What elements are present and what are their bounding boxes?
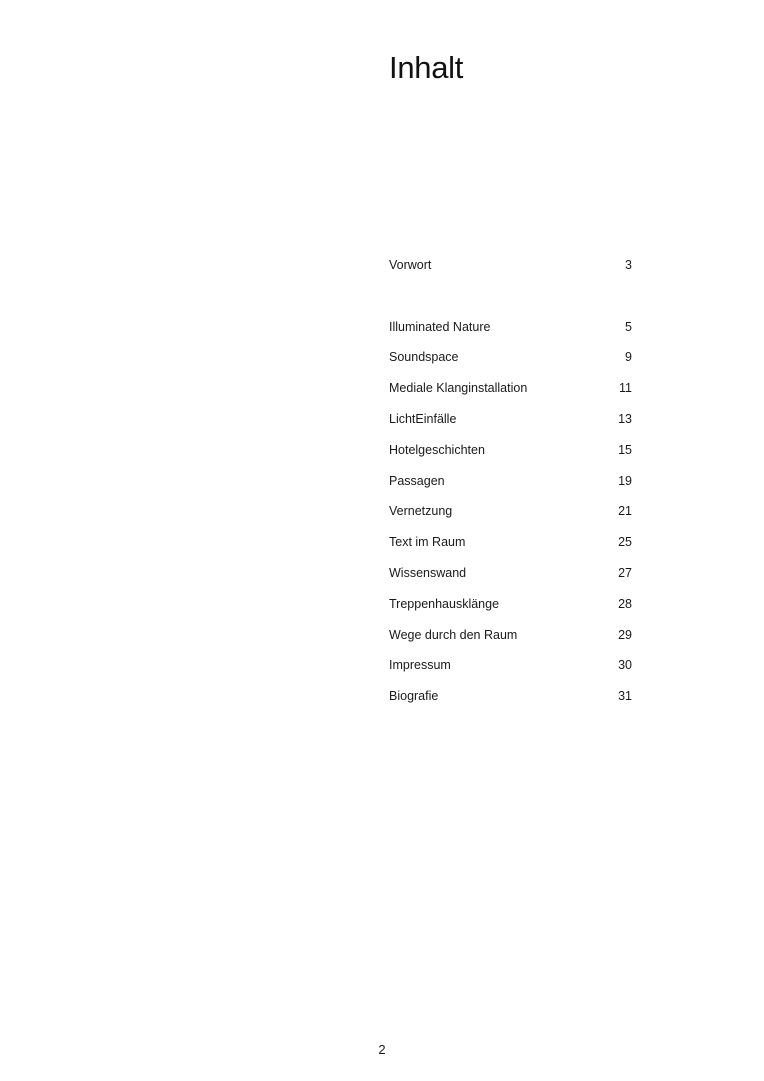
toc-entry-page: 19 bbox=[618, 473, 632, 488]
toc-entry-page: 9 bbox=[625, 350, 632, 365]
toc-entry-vorwort[interactable] bbox=[389, 255, 632, 275]
toc-entry-text-im-raum[interactable] bbox=[389, 532, 632, 552]
toc-entry-title: Illuminated Nature bbox=[389, 319, 491, 334]
toc-entry-page: 31 bbox=[618, 689, 632, 704]
toc-entry-page: 21 bbox=[618, 504, 632, 519]
toc-entry-title: Text im Raum bbox=[389, 535, 466, 550]
toc-entry-mediale-klanginstallation[interactable] bbox=[389, 378, 632, 398]
toc-entry-page: 28 bbox=[618, 596, 632, 611]
toc-entry-title: Soundspace bbox=[389, 350, 459, 365]
toc-entry-page: 3 bbox=[625, 258, 632, 272]
toc-entry-treppenhausklaenge[interactable] bbox=[389, 594, 632, 614]
toc-entry-page: 30 bbox=[618, 658, 632, 673]
toc-entry-title: Impressum bbox=[389, 658, 451, 673]
toc-entry-wege-durch-den-raum[interactable] bbox=[389, 625, 632, 645]
toc-entry-title: Mediale Klanginstallation bbox=[389, 381, 528, 396]
toc-entry-title: Biografie bbox=[389, 689, 439, 704]
toc-entry-page: 29 bbox=[618, 627, 632, 642]
toc-entry-title: Vernetzung bbox=[389, 504, 453, 519]
toc-entry-vernetzung[interactable] bbox=[389, 501, 632, 521]
toc-entry-hotelgeschichten[interactable] bbox=[389, 440, 632, 460]
toc-entry-title: Hotelgeschichten bbox=[389, 442, 485, 457]
page-number: 2 bbox=[378, 1042, 386, 1057]
toc-entry-soundspace[interactable] bbox=[389, 347, 632, 367]
toc-entry-biografie[interactable] bbox=[389, 686, 632, 706]
toc-entry-title: Vorwort bbox=[389, 258, 432, 272]
toc-entry-impressum[interactable] bbox=[389, 655, 632, 675]
page-title: Inhalt bbox=[389, 50, 464, 85]
toc-entry-wissenswand[interactable] bbox=[389, 563, 632, 583]
toc-entry-title: Wissenswand bbox=[389, 566, 467, 581]
table-of-contents bbox=[389, 255, 632, 706]
toc-entry-lichteinfaelle[interactable] bbox=[389, 409, 632, 429]
toc-entry-title: Passagen bbox=[389, 473, 445, 488]
toc-entry-title: Treppenhausklänge bbox=[389, 596, 500, 611]
toc-entry-page: 25 bbox=[618, 535, 632, 550]
toc-entry-title: Wege durch den Raum bbox=[389, 627, 518, 642]
toc-entry-page: 11 bbox=[619, 381, 632, 396]
toc-entry-page: 5 bbox=[625, 319, 632, 334]
toc-entry-title: LichtEinfälle bbox=[389, 412, 457, 427]
toc-entry-illuminated-nature[interactable] bbox=[389, 317, 632, 337]
toc-entry-passagen[interactable] bbox=[389, 471, 632, 491]
toc-entry-page: 15 bbox=[618, 442, 632, 457]
toc-entry-page: 27 bbox=[618, 566, 632, 581]
toc-entry-page: 13 bbox=[618, 412, 632, 427]
